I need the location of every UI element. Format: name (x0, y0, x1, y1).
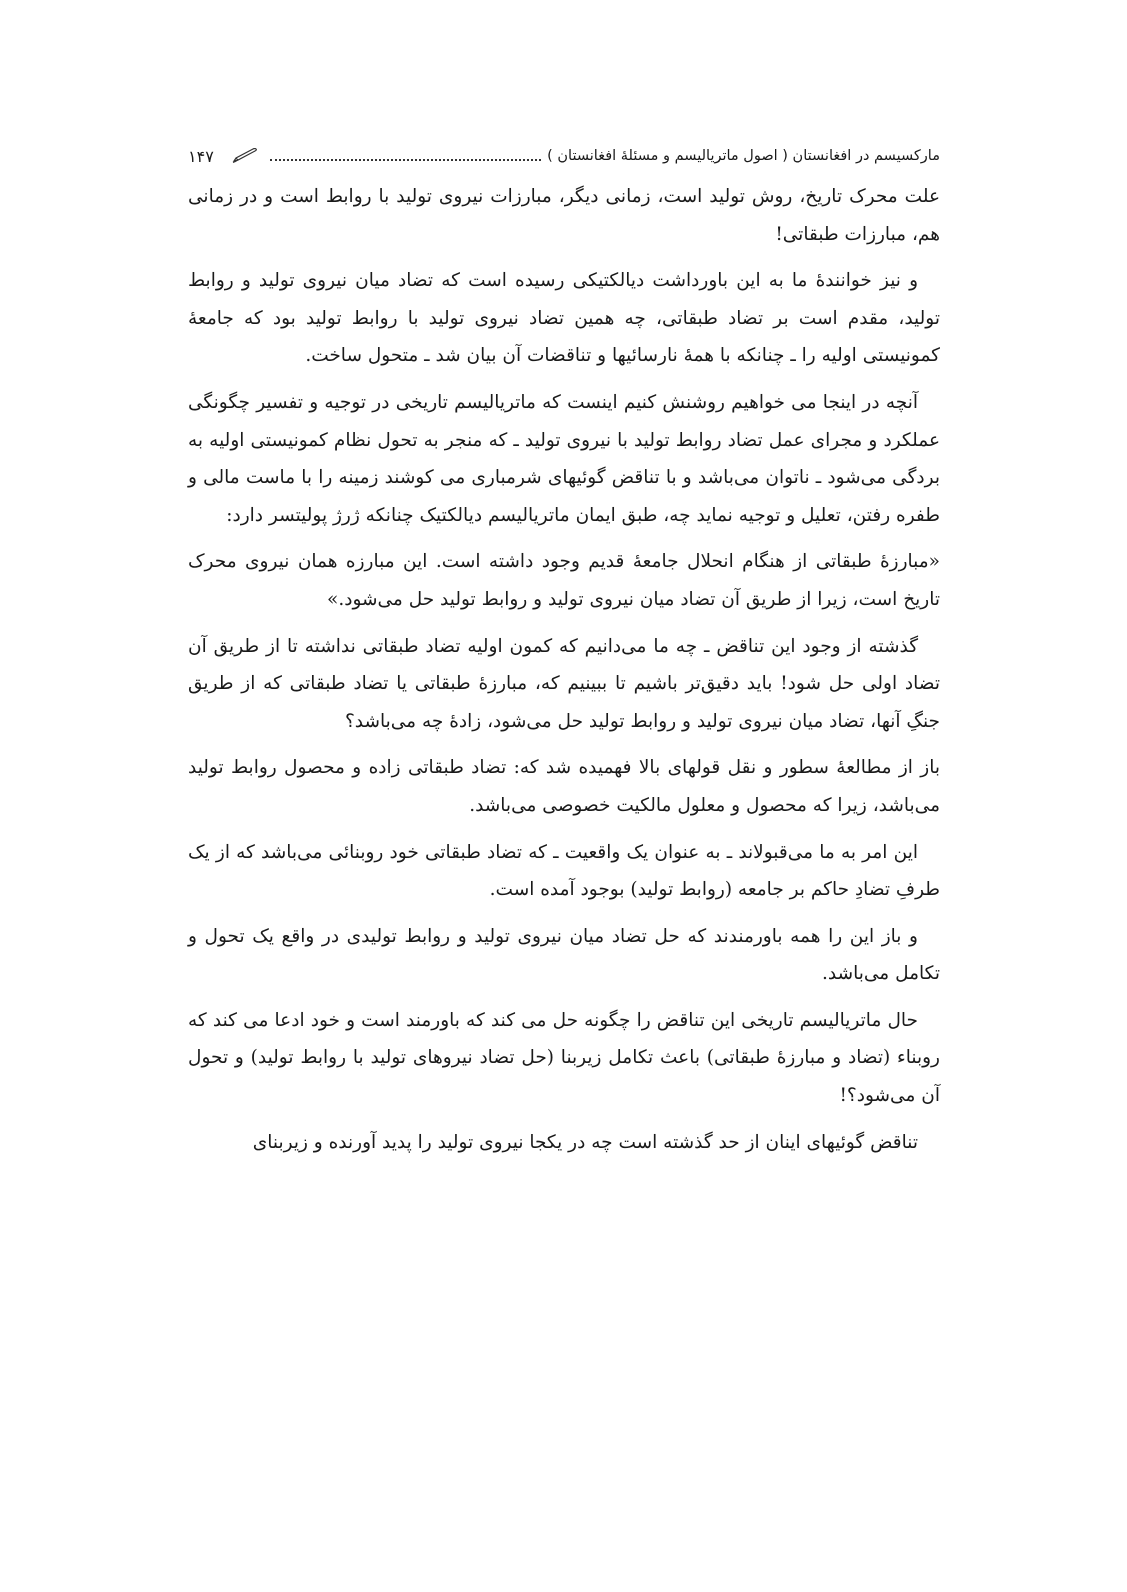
quote-paragraph: «مبارزهٔ طبقاتی از هنگام انحلال جامعهٔ قدیم وجود داشته است. این مبارزه همان نیروی محرک تاریخ است، زیرا از طریق آن تضاد میان نیروی تولید و روابط تولید حل می‌شود.» (188, 551, 940, 610)
paragraph-10: تناقض گوئیهای اینان از حد گذشته است چه در یکجا نیروی تولید را پدید آورنده و زیربنای (252, 1131, 918, 1153)
paragraph-5: گذشته از وجود این تناقض ـ چه ما می‌دانیم که کمون اولیه تضاد طبقاتی نداشته تا از طریق آن تضاد اولی حل شود! باید دقیق‌تر باشیم تا ببینیم که، مبارزهٔ طبقاتی یا تضاد طبقاتی که از طریق جنگِ آنها، تضاد میان نیروی تولید و روابط تولید حل می‌شود، زادهٔ چه می‌باشد؟ (188, 635, 940, 732)
running-header (188, 142, 940, 170)
paragraph-8: و باز این را همه باورمندند که حل تضاد میان نیروی تولید و روابط تولیدی در واقع یک تحول و تکامل می‌باشد. (188, 925, 940, 985)
paragraph-3: آنچه در اینجا می خواهیم روشنش کنیم اینست که ماتریالیسم تاریخی در توجیه و تفسیر چگونگی عملکرد و مجرای عمل تضاد روابط تولید با نیروی تولید ـ که منجر به تحول نظام کمونیستی اولیه به بردگی می‌شود ـ ناتوان می‌باشد و با تناقض گوئیهای شرمباری می کوشند زمینه را با ماست مالی و طفره رفتن، تعلیل و توجیه نماید چه، طبق ایمان ماتریالیسم دیالکتیک چنانکه ژرژ پولیتسر دارد: (188, 391, 940, 526)
paragraph-1: علت محرک تاریخ، روش تولید است، زمانی دیگر، مبارزات نیروی تولید با روابط است و در زمانی هم، مبارزات طبقاتی! (188, 186, 940, 245)
paragraph-7: این امر به ما می‌قبولاند ـ به عنوان یک واقعیت ـ که تضاد طبقاتی خود روبنائی می‌باشد که از یک طرفِ تضادِ حاکم بر جامعه (روابط تولید) بوجود آمده است. (188, 841, 940, 901)
dotted-leader (270, 159, 541, 161)
paragraph-2: و نیز خوانندهٔ ما به این باورداشت دیالکتیکی رسیده است که تضاد میان نیروی تولید و روابط تولید، مقدم است بر تضاد طبقاتی، چه همین تضاد نیروی تولید با روابط تولید بود که جامعهٔ کمونیستی اولیه را ـ چنانکه با همهٔ نارسائیها و تناقضات آن بیان شد ـ متحول ساخت. (188, 270, 940, 367)
body-text (188, 178, 940, 1170)
paragraph-6: باز از مطالعهٔ سطور و نقل قولهای بالا فهمیده شد که: تضاد طبقاتی زاده و محصول روابط تولید می‌باشد، زیرا که محصول و معلول مالکیت خصوصی می‌باشد. (188, 757, 940, 816)
pen-icon (232, 148, 258, 164)
paragraph-9: حال ماتریالیسم تاریخی این تناقض را چگونه حل می کند که باورمند است و خود ادعا می کند که روبناء (تضاد و مبارزهٔ طبقاتی) باعث تکامل زیربنا (حل تضاد نیروهای تولید با روابط تولید) و تحول آن می‌شود؟! (188, 1009, 940, 1107)
page-number: ۱۴۷ (188, 146, 214, 166)
header-title: مارکسیسم در افغانستان ( اصول ماتریالیسم و مسئلهٔ افغانستان ) (547, 148, 940, 164)
